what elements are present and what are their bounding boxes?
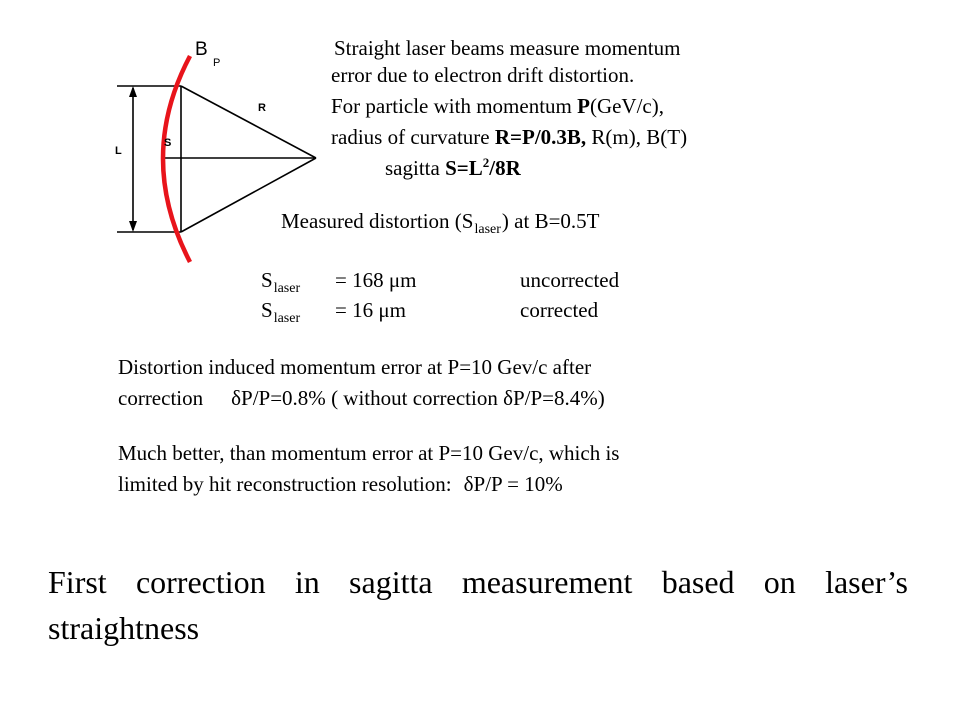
result-note-uncorrected: uncorrected bbox=[520, 268, 620, 292]
error-line-2: correction δP/P=0.8% ( without correction δP/P=8.4%) bbox=[118, 386, 605, 410]
result-row-uncorrected: $S_{laser}$ bbox=[261, 268, 301, 296]
intro-line-1: Straight laser beams measure momentum bbox=[334, 36, 681, 60]
result-value-uncorrected: = 168 μm bbox=[335, 268, 417, 292]
error-line-4: limited by hit reconstruction resolution: δP/P = 10% bbox=[118, 472, 563, 496]
radius-label: R bbox=[258, 102, 266, 114]
magnetic-field-label: B bbox=[195, 39, 208, 60]
intro-line-4: radius of curvature R=P/0.3B, R(m), B(T) bbox=[331, 125, 688, 149]
length-arrow-bottom-icon bbox=[129, 221, 137, 232]
length-arrow-top-icon bbox=[129, 86, 137, 97]
error-line-3: Much better, than momentum error at P=10 Gev/c, which is bbox=[118, 441, 620, 465]
result-note-corrected: corrected bbox=[520, 298, 599, 322]
intro-line-2: error due to electron drift distortion. bbox=[331, 63, 635, 87]
measured-distortion-heading: Measured distortion $(S_{laser})$ at B=0.5T bbox=[281, 209, 600, 237]
error-line-1: Distortion induced momentum error at P=10 Gev/c after bbox=[118, 355, 592, 379]
sagitta-formula: sagitta $S=L^2/8R$ bbox=[385, 155, 521, 180]
sagitta-label: S bbox=[164, 137, 172, 149]
result-value-corrected: = 16 μm bbox=[335, 298, 406, 322]
slide-caption: First correction in sagitta measurement based on laser’s straightness bbox=[48, 564, 908, 646]
result-row-corrected: $S_{laser}$ bbox=[261, 298, 301, 326]
intro-line-3: For particle with momentum P(GeV/c), bbox=[331, 94, 664, 118]
radius-line-top bbox=[181, 86, 316, 158]
length-label: L bbox=[115, 145, 122, 157]
particle-track-arc bbox=[163, 56, 190, 262]
field-subscript-label: P bbox=[213, 57, 221, 69]
